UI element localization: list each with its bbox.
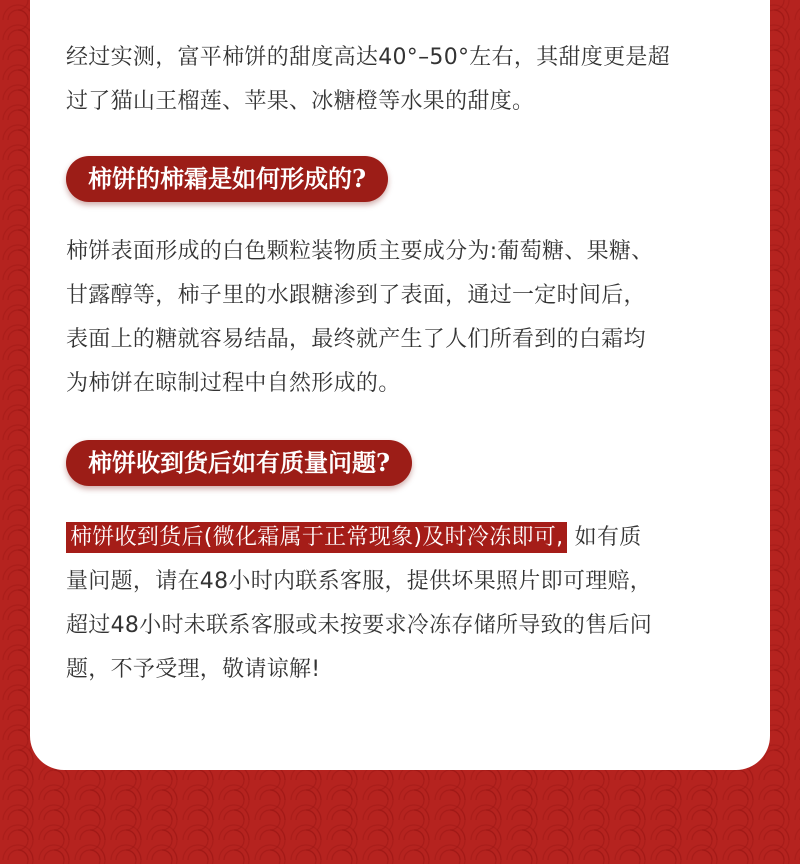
frost-line-1: 柿饼表面形成的白色颗粒装物质主要成分为:葡萄糖、果糖、 — [66, 239, 654, 264]
frost-line-2: 甘露醇等，柿子里的水跟糖渗到了表面，通过一定时间后， — [66, 283, 646, 308]
quality-line-1-rest: 如有质 — [567, 525, 642, 550]
frost-line-4: 为柿饼在晾制过程中自然形成的。 — [66, 371, 401, 396]
frost-line-3: 表面上的糖就容易结晶，最终就产生了人们所看到的白霜均 — [66, 327, 646, 352]
section-heading-quality: 柿饼收到货后如有质量问题? — [66, 440, 412, 486]
intro-line-2: 过了猫山王榴莲、苹果、冰糖橙等水果的甜度。 — [66, 89, 535, 114]
quality-paragraph — [66, 516, 734, 692]
intro-paragraph — [66, 36, 734, 124]
highlight-text: 柿饼收到货后(微化霜属于正常现象)及时冷冻即可, — [66, 522, 567, 553]
quality-line-4: 题，不予受理，敬请谅解! — [66, 657, 321, 682]
frost-paragraph — [66, 230, 734, 406]
content-card — [30, 0, 770, 770]
intro-line-1: 经过实测，富平柿饼的甜度高达40°–50°左右，其甜度更是超 — [66, 45, 670, 70]
quality-line-2: 量问题，请在48小时内联系客服，提供坏果照片即可理赔， — [66, 569, 653, 594]
quality-line-3: 超过48小时未联系客服或未按要求冷冻存储所导致的售后问 — [66, 613, 653, 638]
section-heading-frost: 柿饼的柿霜是如何形成的? — [66, 156, 388, 202]
